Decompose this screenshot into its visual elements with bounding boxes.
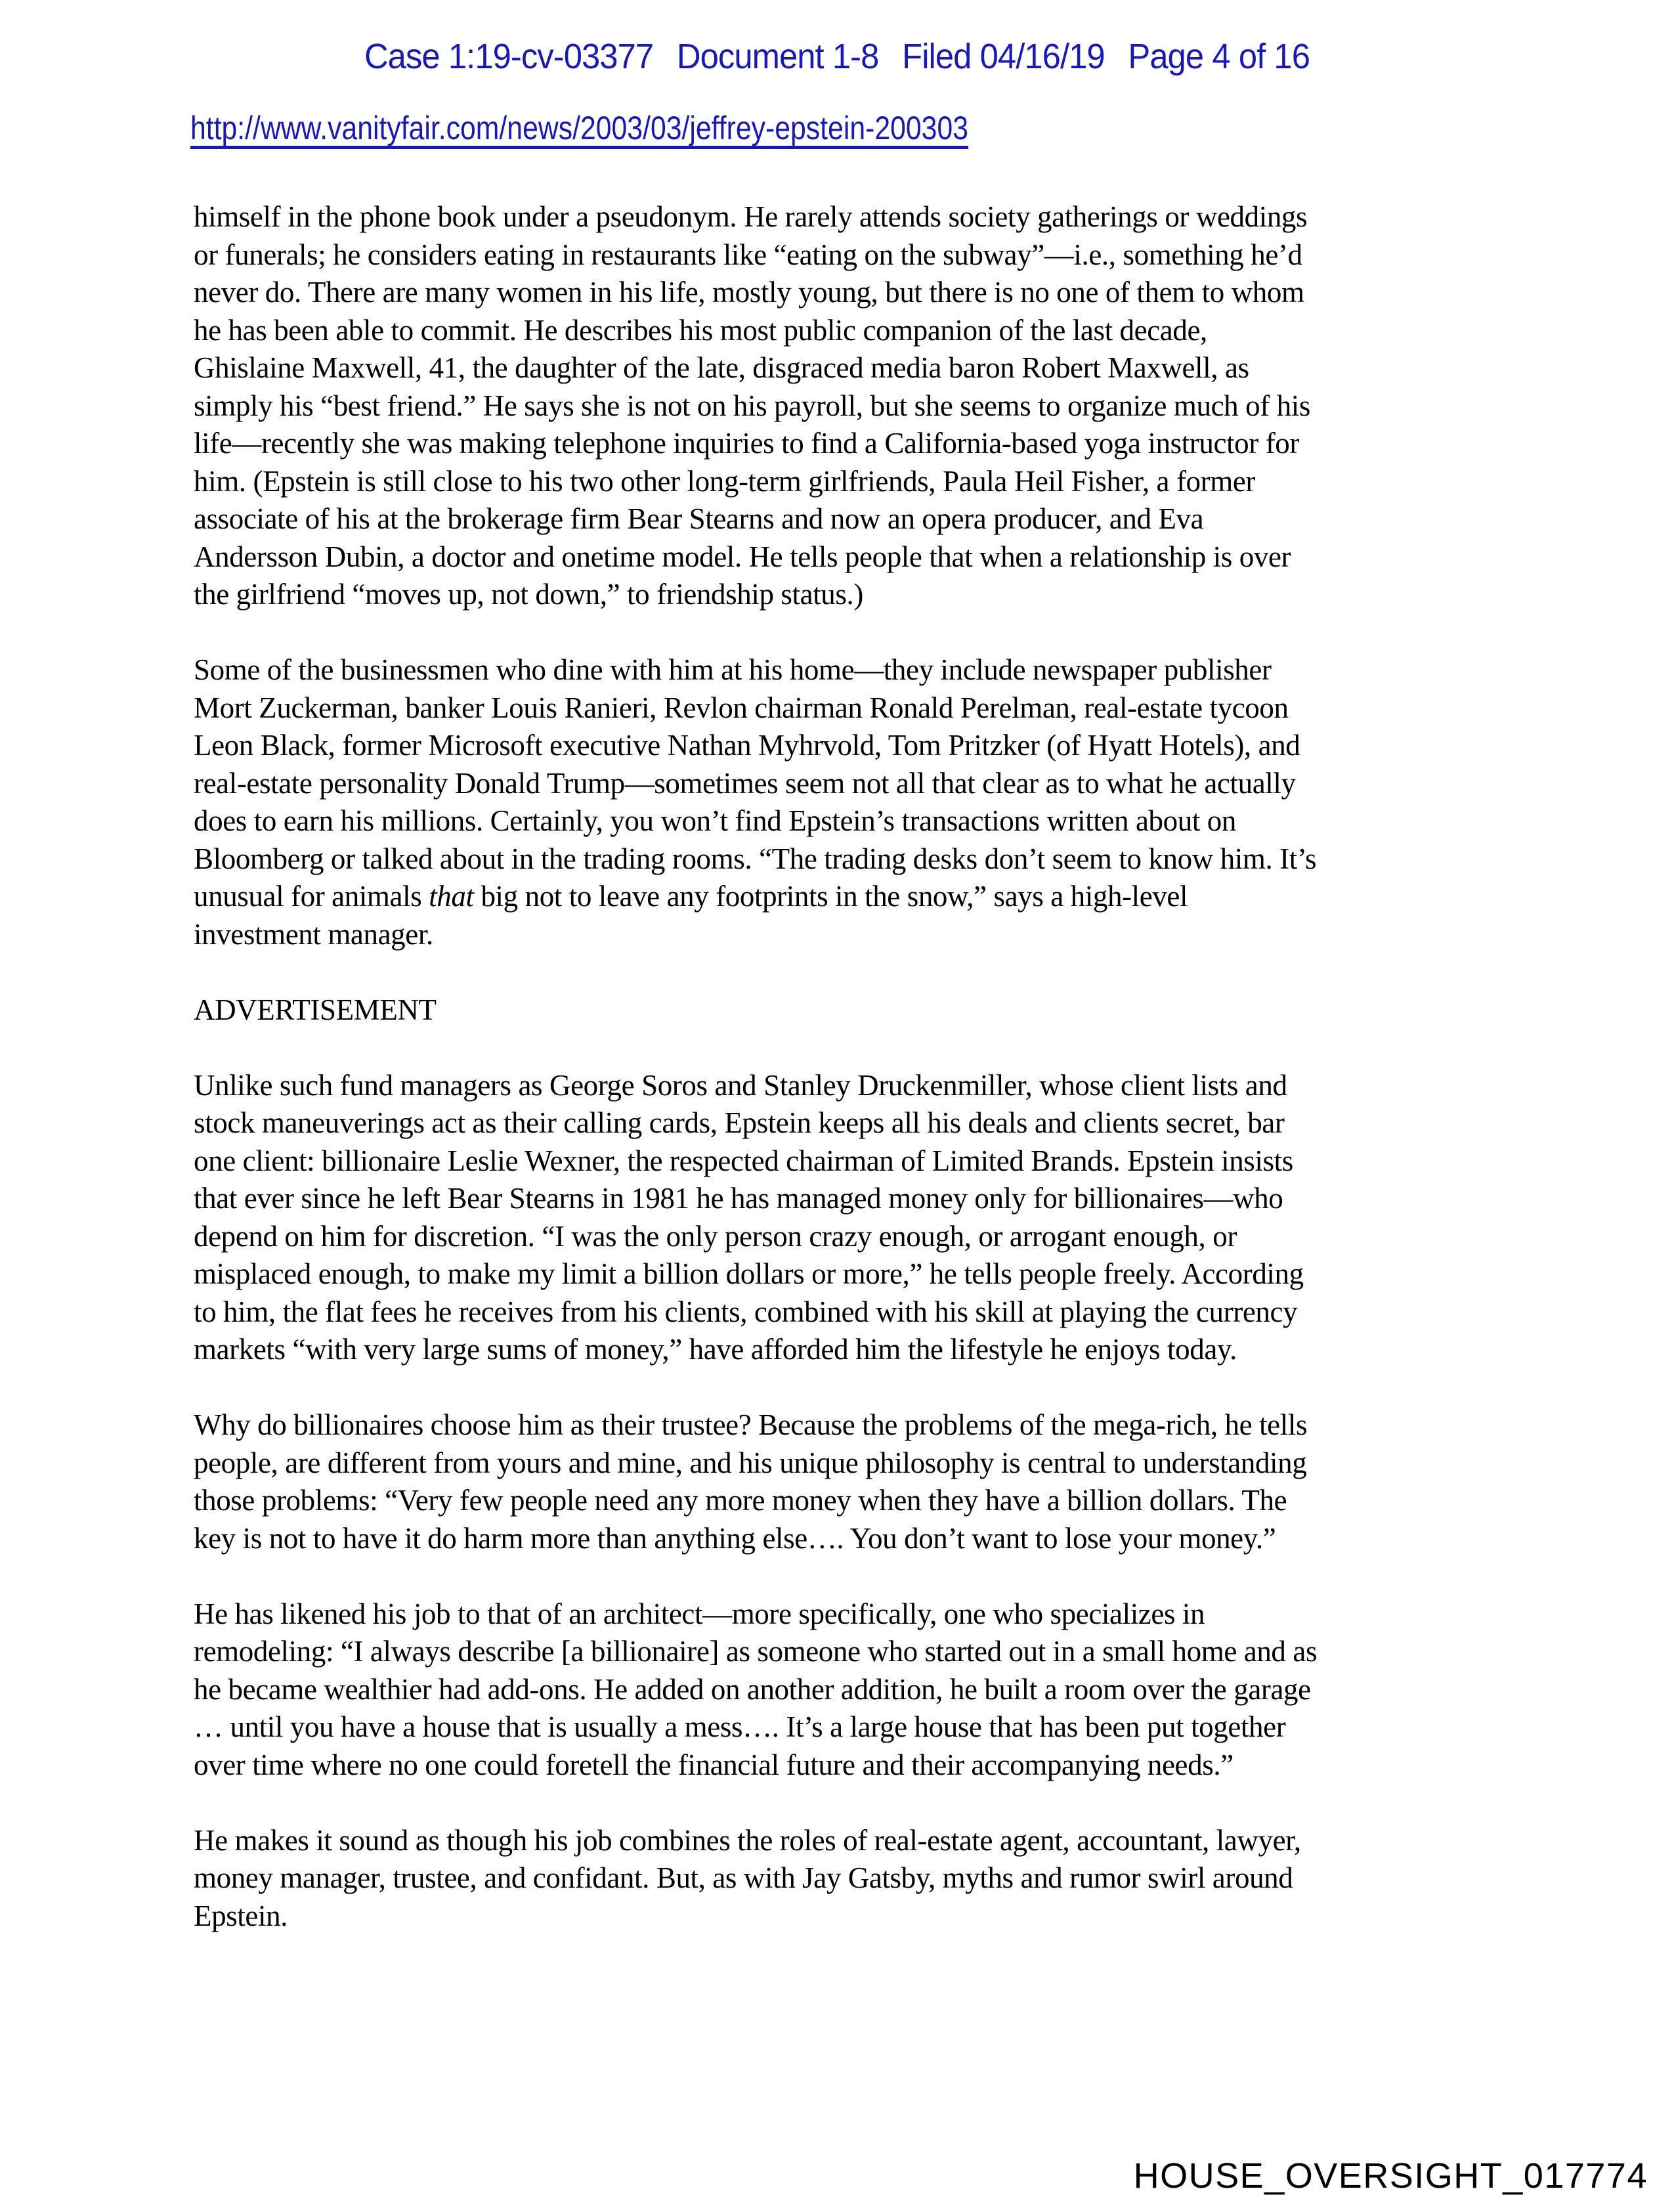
text-line: real-estate personality Donald Trump—sometimes seem not all that clear as to what he actually: [194, 766, 1296, 800]
text-line: Andersson Dubin, a doctor and onetime model. He tells people that when a relationship is over: [194, 540, 1291, 573]
filed-date: Filed 04/16/19: [902, 37, 1105, 76]
text-line: He has likened his job to that of an architect—more specifically, one who specializes in: [194, 1597, 1205, 1630]
text-line: He makes it sound as though his job combines the roles of real-estate agent, accountant, lawyer,: [194, 1823, 1301, 1857]
text-line: he became wealthier had add-ons. He added on another addition, he built a room over the garage: [194, 1672, 1311, 1706]
text-line: Ghislaine Maxwell, 41, the daughter of the late, disgraced media baron Robert Maxwell, as: [194, 351, 1249, 384]
text-line: one client: billionaire Leslie Wexner, the respected chairman of Limited Brands. Epstein insists: [194, 1144, 1293, 1177]
text-line: depend on him for discretion. “I was the only person crazy enough, or arrogant enough, or: [194, 1219, 1237, 1253]
text-line: or funerals; he considers eating in restaurants like “eating on the subway”—i.e., something he’d: [194, 238, 1302, 271]
text-line: Epstein.: [194, 1899, 288, 1932]
text-line: he has been able to commit. He describes his most public companion of the last decade,: [194, 313, 1207, 347]
text-line: key is not to have it do harm more than anything else…. You don’t want to lose your money.”: [194, 1521, 1276, 1555]
text-line: simply his “best friend.” He says she is not on his payroll, but she seems to organize much of his: [194, 389, 1310, 422]
paragraph-6: [194, 1822, 1317, 1936]
text-line: to him, the flat fees he receives from his clients, combined with his skill at playing the currency: [194, 1295, 1298, 1328]
text-line: Leon Black, former Microsoft executive Nathan Myhrvold, Tom Pritzker (of Hyatt Hotels), and: [194, 729, 1300, 762]
paragraph-2: [194, 651, 1317, 953]
text-line: Bloomberg or talked about in the trading rooms. “The trading desks don’t seem to know him. It’s: [194, 842, 1317, 875]
text-line: misplaced enough, to make my limit a billion dollars or more,” he tells people freely. According: [194, 1257, 1304, 1290]
text-line: does to earn his millions. Certainly, you won’t find Epstein’s transactions written about on: [194, 804, 1236, 837]
text-line: him. (Epstein is still close to his two other long-term girlfriends, Paula Heil Fisher, a former: [194, 464, 1255, 498]
text-line: life—recently she was making telephone inquiries to find a California-based yoga instructor for: [194, 427, 1299, 460]
page-number: Page 4 of 16: [1128, 37, 1310, 76]
paragraph-5: [194, 1595, 1317, 1785]
source-url-row: [190, 109, 1100, 147]
source-url-link[interactable]: http://www.vanityfair.com/news/2003/03/jeffrey-epstein-200303: [190, 110, 969, 146]
bates-number: HOUSE_OVERSIGHT_017774: [1133, 2156, 1648, 2196]
text-line: remodeling: “I always describe [a billionaire] as someone who started out in a small home and as: [194, 1635, 1318, 1668]
text-line: unusual for animals that big not to leave any footprints in the snow,” says a high-level: [194, 880, 1188, 913]
text-line: Mort Zuckerman, banker Louis Ranieri, Revlon chairman Ronald Perelman, real-estate tycoon: [194, 691, 1289, 724]
text-line: that ever since he left Bear Stearns in 1981 he has managed money only for billionaires—who: [194, 1182, 1283, 1215]
text-line: those problems: “Very few people need any more money when they have a billion dollars. The: [194, 1484, 1287, 1517]
text-line: Unlike such fund managers as George Soros and Stanley Druckenmiller, whose client lists and: [194, 1068, 1287, 1102]
text-line: himself in the phone book under a pseudonym. He rarely attends society gatherings or weddings: [194, 200, 1308, 233]
text-line: people, are different from yours and mine, and his unique philosophy is central to understanding: [194, 1446, 1307, 1479]
article-body: [194, 198, 1317, 1973]
text-line: never do. There are many women in his life, mostly young, but there is no one of them to whom: [194, 276, 1304, 309]
text-line: money manager, trustee, and confidant. But, as with Jay Gatsby, myths and rumor swirl around: [194, 1861, 1293, 1894]
text-line: … until you have a house that is usually a mess…. It’s a large house that has been put together: [194, 1710, 1286, 1743]
paragraph-1: [194, 198, 1317, 614]
text-line: stock maneuverings act as their calling cards, Epstein keeps all his deals and clients secret, bar: [194, 1106, 1285, 1139]
paragraph-4: [194, 1406, 1317, 1557]
paragraph-3: [194, 1067, 1317, 1369]
text-line: ADVERTISEMENT: [194, 993, 437, 1026]
text-line: associate of his at the brokerage firm Bear Stearns and now an opera producer, and Eva: [194, 502, 1204, 535]
text-line: markets “with very large sums of money,” have afforded him the lifestyle he enjoys today.: [194, 1333, 1237, 1366]
text-line: Why do billionaires choose him as their trustee? Because the problems of the mega-rich, he tells: [194, 1408, 1308, 1441]
text-line: the girlfriend “moves up, not down,” to friendship status.): [194, 578, 863, 611]
text-line: over time where no one could foretell the financial future and their accompanying needs.”: [194, 1748, 1234, 1781]
text-line: investment manager.: [194, 917, 433, 951]
document-number: Document 1-8: [676, 37, 879, 76]
text-line: Some of the businessmen who dine with him at his home—they include newspaper publisher: [194, 653, 1272, 686]
case-number: Case 1:19-cv-03377: [364, 37, 654, 76]
case-caption-header: [51, 36, 1624, 77]
advertisement-heading: [194, 991, 1317, 1030]
